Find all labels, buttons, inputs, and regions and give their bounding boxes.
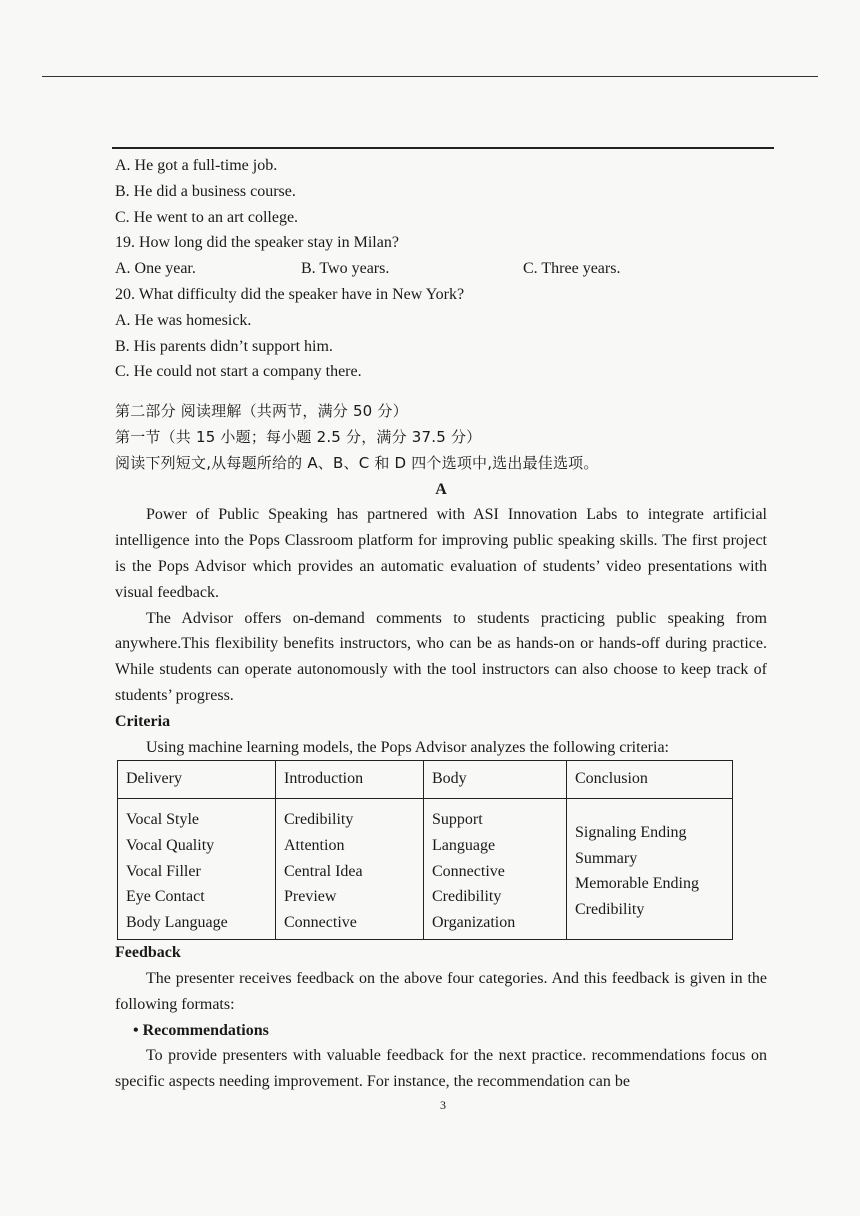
top-divider xyxy=(42,76,818,77)
feedback-paragraph: The presenter receives feedback on the above four categories. And this feedback is given in the following formats: xyxy=(115,970,767,1013)
introduction-cell xyxy=(276,799,424,940)
delivery-item: Vocal Quality xyxy=(126,836,215,854)
body-item: Credibility xyxy=(432,888,502,906)
delivery-item: Vocal Style xyxy=(126,811,200,829)
body-item: Connective xyxy=(432,862,505,880)
q19-option-c: C. Three years. xyxy=(523,260,621,278)
body-item: Support xyxy=(432,811,483,829)
introduction-item: Connective xyxy=(284,913,357,931)
q20-option-c: C. He could not start a company there. xyxy=(115,363,362,381)
passage-paragraph-2: The Advisor offers on-demand comments to students practicing public speaking from anywhere.This flexibility benefits instructors, who can be as hands-on or hands-off during practice. While students can operate autonomously with the tool instructors can also choose to keep track of students’ progress. xyxy=(115,609,767,704)
q19-option-b: B. Two years. xyxy=(301,260,390,278)
part2-title: 第二部分 阅读理解（共两节，满分 50 分） xyxy=(115,402,408,421)
header-conclusion: Conclusion xyxy=(567,761,733,799)
content-divider xyxy=(112,147,774,149)
q20-option-a: A. He was homesick. xyxy=(115,311,252,329)
criteria-table-row xyxy=(118,799,733,940)
body-cell xyxy=(424,799,567,940)
conclusion-item: Credibility xyxy=(575,900,645,918)
reading-instruction: 阅读下列短文,从每题所给的 A、B、C 和 D 四个选项中,选出最佳选项。 xyxy=(115,453,599,472)
passage-letter: A xyxy=(435,480,447,498)
conclusion-item: Summary xyxy=(575,849,638,867)
q18-option-a: A. He got a full-time job. xyxy=(115,157,278,174)
q19-options xyxy=(115,256,767,282)
page-number: 3 xyxy=(440,1098,446,1112)
criteria-table xyxy=(117,760,733,940)
conclusion-item: Signaling Ending xyxy=(575,824,687,842)
header-body: Body xyxy=(424,761,567,799)
criteria-table-header xyxy=(118,761,733,799)
q20-question: 20. What difficulty did the speaker have in New York? xyxy=(115,285,465,303)
page-content xyxy=(115,153,767,1095)
section1-title: 第一节（共 15 小题；每小题 2.5 分，满分 37.5 分） xyxy=(115,427,482,446)
q18-option-c: C. He went to an art college. xyxy=(115,208,299,226)
q19-question: 19. How long did the speaker stay in Milan? xyxy=(115,234,399,252)
feedback-heading: Feedback xyxy=(115,944,181,962)
conclusion-item: Memorable Ending xyxy=(575,875,699,893)
recommendations-paragraph: To provide presenters with valuable feedback for the next practice. recommendations focus on specific aspects needing improvement. For instance, the recommendation can be xyxy=(115,1047,767,1091)
criteria-intro: Using machine learning models, the Pops Advisor analyzes the following criteria: xyxy=(146,738,669,756)
delivery-item: Vocal Filler xyxy=(126,862,201,880)
delivery-item: Body Language xyxy=(126,913,228,931)
introduction-item: Attention xyxy=(284,836,345,854)
conclusion-cell xyxy=(567,799,733,940)
criteria-heading: Criteria xyxy=(115,712,171,730)
body-item: Language xyxy=(432,836,496,854)
header-introduction: Introduction xyxy=(276,761,424,799)
passage-paragraph-1: Power of Public Speaking has partnered with ASI Innovation Labs to integrate artificial intelligence into the Pops Classroom platform for improving public speaking skills. The first project is the Pops Advisor which provides an automatic evaluation of students’ video presentations with visual feedback. xyxy=(115,506,767,601)
body-item: Organization xyxy=(432,913,516,931)
recommendations-bullet: • Recommendations xyxy=(133,1021,269,1039)
introduction-item: Credibility xyxy=(284,811,354,829)
header-delivery: Delivery xyxy=(118,761,276,799)
q20-option-b: B. His parents didn’t support him. xyxy=(115,337,333,355)
delivery-item: Eye Contact xyxy=(126,888,205,906)
delivery-cell xyxy=(118,799,276,940)
introduction-item: Central Idea xyxy=(284,862,363,880)
q18-option-b: B. He did a business course. xyxy=(115,182,296,200)
q19-option-a: A. One year. xyxy=(115,260,196,278)
introduction-item: Preview xyxy=(284,888,337,906)
